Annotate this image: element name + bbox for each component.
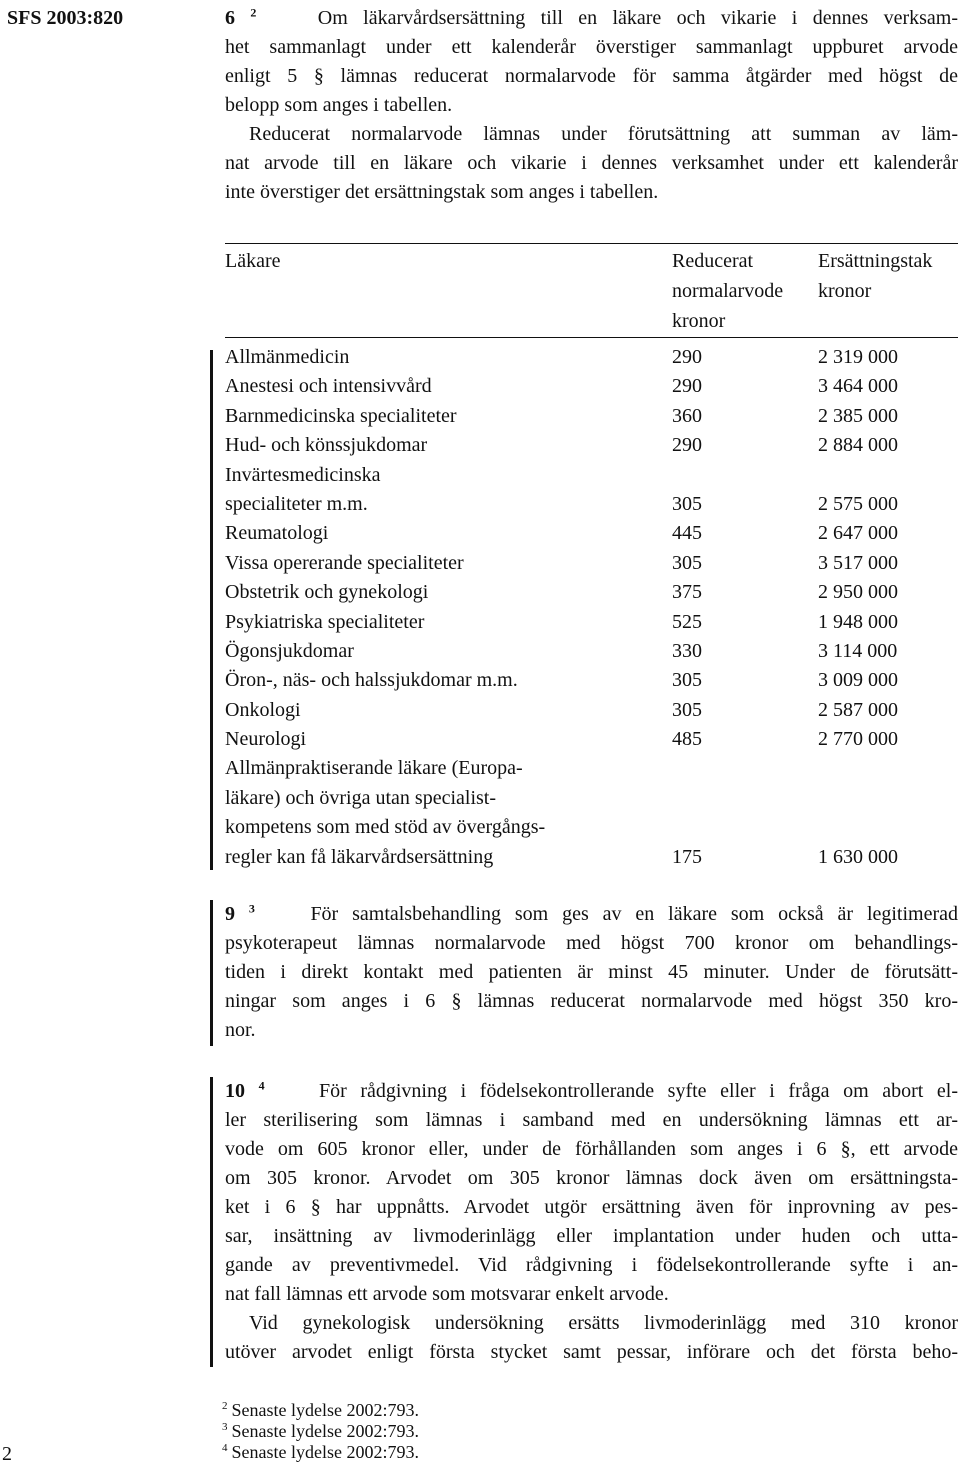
table-row: Barnmedicinska specialiteter 360 2 385 000 [225, 404, 898, 427]
table-row: Hud- och könssjukdomar 290 2 884 000 [225, 434, 898, 457]
section-9-line: ningar som anges i 6 § lämnas reducerat normalarvode med högst 350 kro- [225, 990, 958, 1012]
table-row: Öron-, näs- och halssjukdomar m.m. 305 3 009 000 [225, 669, 898, 692]
change-bar-section-10 [210, 1077, 213, 1367]
section-10-number: 10 $^4$ [225, 1078, 265, 1102]
section-10-para2-line: Vid gynekologisk undersökning ersätts livmoderinlägg med 310 kronor [249, 1312, 958, 1334]
section-9-line: tiden i direkt kontakt med patienten är minst 45 minuter. Under de förutsätt- [225, 961, 958, 983]
section-9-number: 9 $^3$ [225, 901, 255, 925]
change-bar-section-9 [210, 900, 213, 1046]
footnotes [222, 1400, 419, 1463]
section-9-line: nor. [225, 1019, 256, 1041]
table-row: Onkologi 305 2 587 000 [225, 698, 898, 721]
section-6-line: belopp som anges i tabellen. [225, 94, 453, 116]
table-row: Anestesi och intensivvård 290 3 464 000 [225, 375, 898, 398]
section-10-line: gande av preventivmedel. Vid rådgivning i födelsekontrollerande syfte i an- [225, 1254, 958, 1276]
table-row: Vissa opererande specialiteter 305 3 517 000 [225, 551, 898, 574]
table-header-col1: Läkare [225, 250, 281, 272]
section-6-line: het sammanlagt under ett kalenderår överstiger sammanlagt uppburet arvode [225, 36, 958, 58]
sfs-number: SFS 2003:820 [7, 7, 124, 29]
table-row: Ögonsjukdomar 330 3 114 000 [225, 639, 898, 662]
table-body [225, 343, 958, 872]
table-top-rule [225, 243, 958, 244]
table-row: Neurologi 485 2 770 000 [225, 728, 898, 751]
table-row: kompetens som med stöd av övergångs- [225, 816, 546, 839]
footnote: $^4$ Senaste lydelse 2002:793. [222, 1442, 419, 1462]
section-10-para2-line: utöver arvodet enligt första stycket samt pessar, införare och det första beho- [225, 1341, 958, 1363]
section-6-number: 6 $^2$ [225, 5, 257, 29]
table-row: specialiteter m.m. 305 2 575 000 [225, 492, 898, 515]
section-9-first-line: 9 $^3$ För samtalsbehandling som ges av en läkare som också är legitimerad [225, 901, 959, 925]
table-header-col2: Reducerat normalarvode kronor [672, 250, 784, 332]
section-6 [225, 4, 958, 207]
page-number: 2 [2, 1443, 12, 1465]
section-10-line: sar, insättning av livmoderinlägg eller implantation under huden och utta- [225, 1225, 958, 1247]
section-10-first-line: 10 $^4$ För rådgivning i födelsekontrollerande syfte eller i fråga om abort el- [225, 1078, 958, 1102]
table-row: Allmänmedicin 290 2 319 000 [225, 346, 898, 368]
section-10-line: ket i 6 § har uppnåtts. Arvodet utgör ersättning även för inprovning av pes- [225, 1196, 958, 1218]
table-row: Psykiatriska specialiteter 525 1 948 000 [225, 610, 898, 633]
table-header-col3: Ersättningstak kronor [818, 250, 933, 302]
table-row: regler kan få läkarvårdsersättning 175 1 630 000 [225, 845, 898, 868]
footnote: $^2$ Senaste lydelse 2002:793. [222, 1400, 419, 1420]
section-6-footnote-ref: 2 [250, 5, 257, 20]
section-10-line: om 305 kronor. Arvodet om 305 kronor lämnas dock även om ersättningsta- [225, 1167, 958, 1189]
section-10-footnote-ref: 4 [258, 1078, 265, 1093]
section-9-line: psykoterapeut lämnas normalarvode med högst 700 kronor om behandlings- [225, 932, 958, 954]
section-6-line: enligt 5 § lämnas reducerat normalarvode för samma åtgärder med högst de [225, 65, 958, 87]
section-6-para2-line: inte överstiger det ersättningstak som anges i tabellen. [225, 181, 659, 203]
table-row: Reumatologi 445 2 647 000 [225, 522, 898, 545]
section-6-first-line: 6 $^2$ Om läkarvårdsersättning till en läkare och vikarie i dennes verksam- [225, 5, 958, 29]
section-6-para2-line: Reducerat normalarvode lämnas under förutsättning att summan av läm- [249, 123, 958, 145]
section-10-line: ler sterilisering som lämnas i samband med en undersökning lämnas ett ar- [225, 1109, 958, 1131]
footnote: $^3$ Senaste lydelse 2002:793. [222, 1421, 419, 1441]
table-row: läkare) och övriga utan specialist- [225, 786, 496, 809]
section-9 [225, 900, 958, 1045]
section-10-line: vode om 605 kronor eller, under de förhållanden som anges i 6 §, ett arvode [225, 1138, 958, 1160]
section-9-footnote-ref: 3 [248, 901, 255, 916]
table-header-rule [225, 337, 958, 338]
change-bar-table [210, 350, 213, 870]
section-10 [225, 1077, 958, 1367]
table-row: Allmänpraktiserande läkare (Europa- [225, 757, 523, 780]
section-6-para2-line: nat arvode till en läkare och vikarie i dennes verksamhet under ett kalenderår [225, 152, 958, 174]
table-row: Invärtesmedicinska [225, 463, 381, 486]
section-10-line: nat fall lämnas ett arvode som motsvarar enkelt arvode. [225, 1283, 669, 1305]
table-row: Obstetrik och gynekologi 375 2 950 000 [225, 581, 898, 604]
